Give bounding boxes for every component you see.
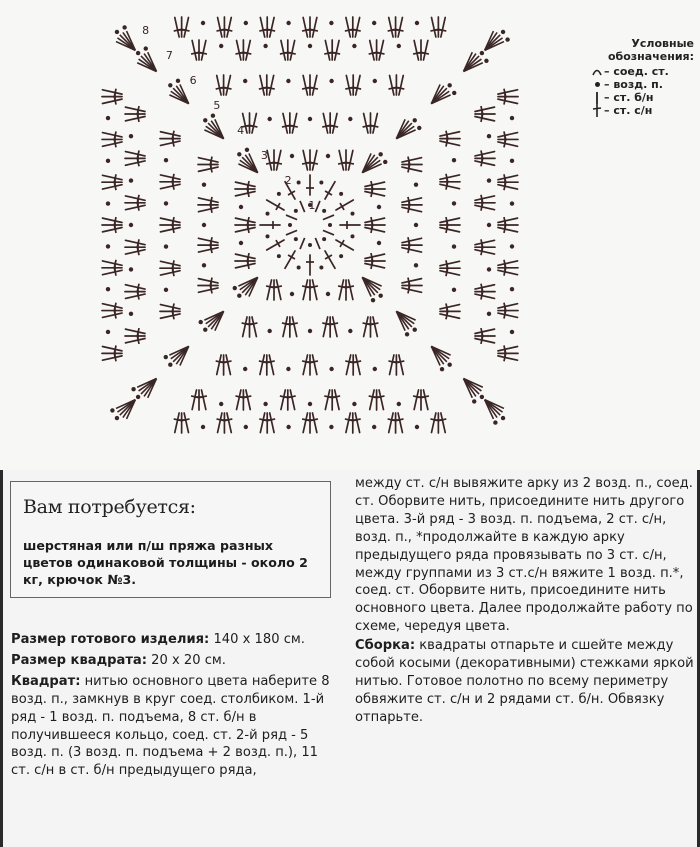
row-number-label: 1: [308, 199, 316, 212]
requirements-box: [10, 481, 331, 598]
legend-title: Условные обозначения:: [608, 37, 694, 63]
single-crochet-icon: [590, 92, 604, 104]
instructions-left-column: [11, 631, 341, 783]
legend-item-chain-stitch: – возд. п.: [590, 78, 700, 91]
square-instructions: Квадрат: нитью основного цвета наберите 8 возд. п., замкнув в круг соед. столбиком. 1-й ряд - 1 возд. п. подъема, 8 ст. б/н в получившееся кольцо, соед. ст. 2-й ряд - 5 возд. п. (3 возд. п. подъема + 2 возд. п.), 11 ст. с/н в ст. б/н предыдущего ряда,: [11, 673, 330, 779]
page-edge-left: [0, 470, 3, 847]
row-number-label: 2: [284, 174, 292, 187]
square-size: Размер квадрата: 20 x 20 см.: [11, 652, 226, 668]
legend-item-single-crochet: – ст. б/н: [590, 91, 700, 104]
row-number-label: 4: [237, 124, 245, 137]
row-number-label: 6: [189, 74, 197, 87]
slip-stitch-icon: [590, 68, 604, 76]
requirements-title: Вам потребуется:: [23, 496, 196, 518]
legend-item-slip-stitch: – соед. ст.: [590, 65, 700, 78]
row-number-label: 8: [142, 24, 150, 37]
chain-stitch-icon: [590, 82, 604, 87]
finished-size: Размер готового изделия: 140 x 180 см.: [11, 632, 305, 647]
legend: [590, 37, 700, 117]
crochet-square-diagram: [40, 0, 560, 470]
requirements-body: шерстяная или п/ш пряжа разных цветов одинаковой толщины - около 2 кг, крючок №3.: [23, 538, 308, 587]
double-crochet-icon: [590, 104, 604, 117]
row-number-label: 3: [260, 149, 268, 162]
row-number-label: 7: [165, 49, 173, 62]
instructions-right-column: [355, 475, 695, 728]
square-instructions-continued: между ст. с/н вывяжите арку из 2 возд. п., соед. ст. Оборвите нить, присоедините нить другого цвета. 3-й ряд - 3 возд. п. подъема, 2 ст. с/н, возд. п., *продолжайте в каждую арку предыдущего ряда провязывать по 3 ст. с/н, между группами из 3 ст.с/н вяжите 1 возд. п.*, соед. ст. Оборвите нить, присоедините нить основного цвета. Далее продолжайте работу по схеме, чередуя цвета.: [355, 476, 693, 635]
row-number-label: 5: [213, 99, 221, 112]
assembly-instructions: Сборка: квадраты отпарьте и сшейте между собой косыми (декоративными) стежками яркой нитью. Готовое полотно по всему периметру обвяжите ст. с/н и 2 рядами ст. б/н. Обвязку отпарьте.: [355, 638, 694, 725]
legend-item-double-crochet: – ст. с/н: [590, 104, 700, 117]
